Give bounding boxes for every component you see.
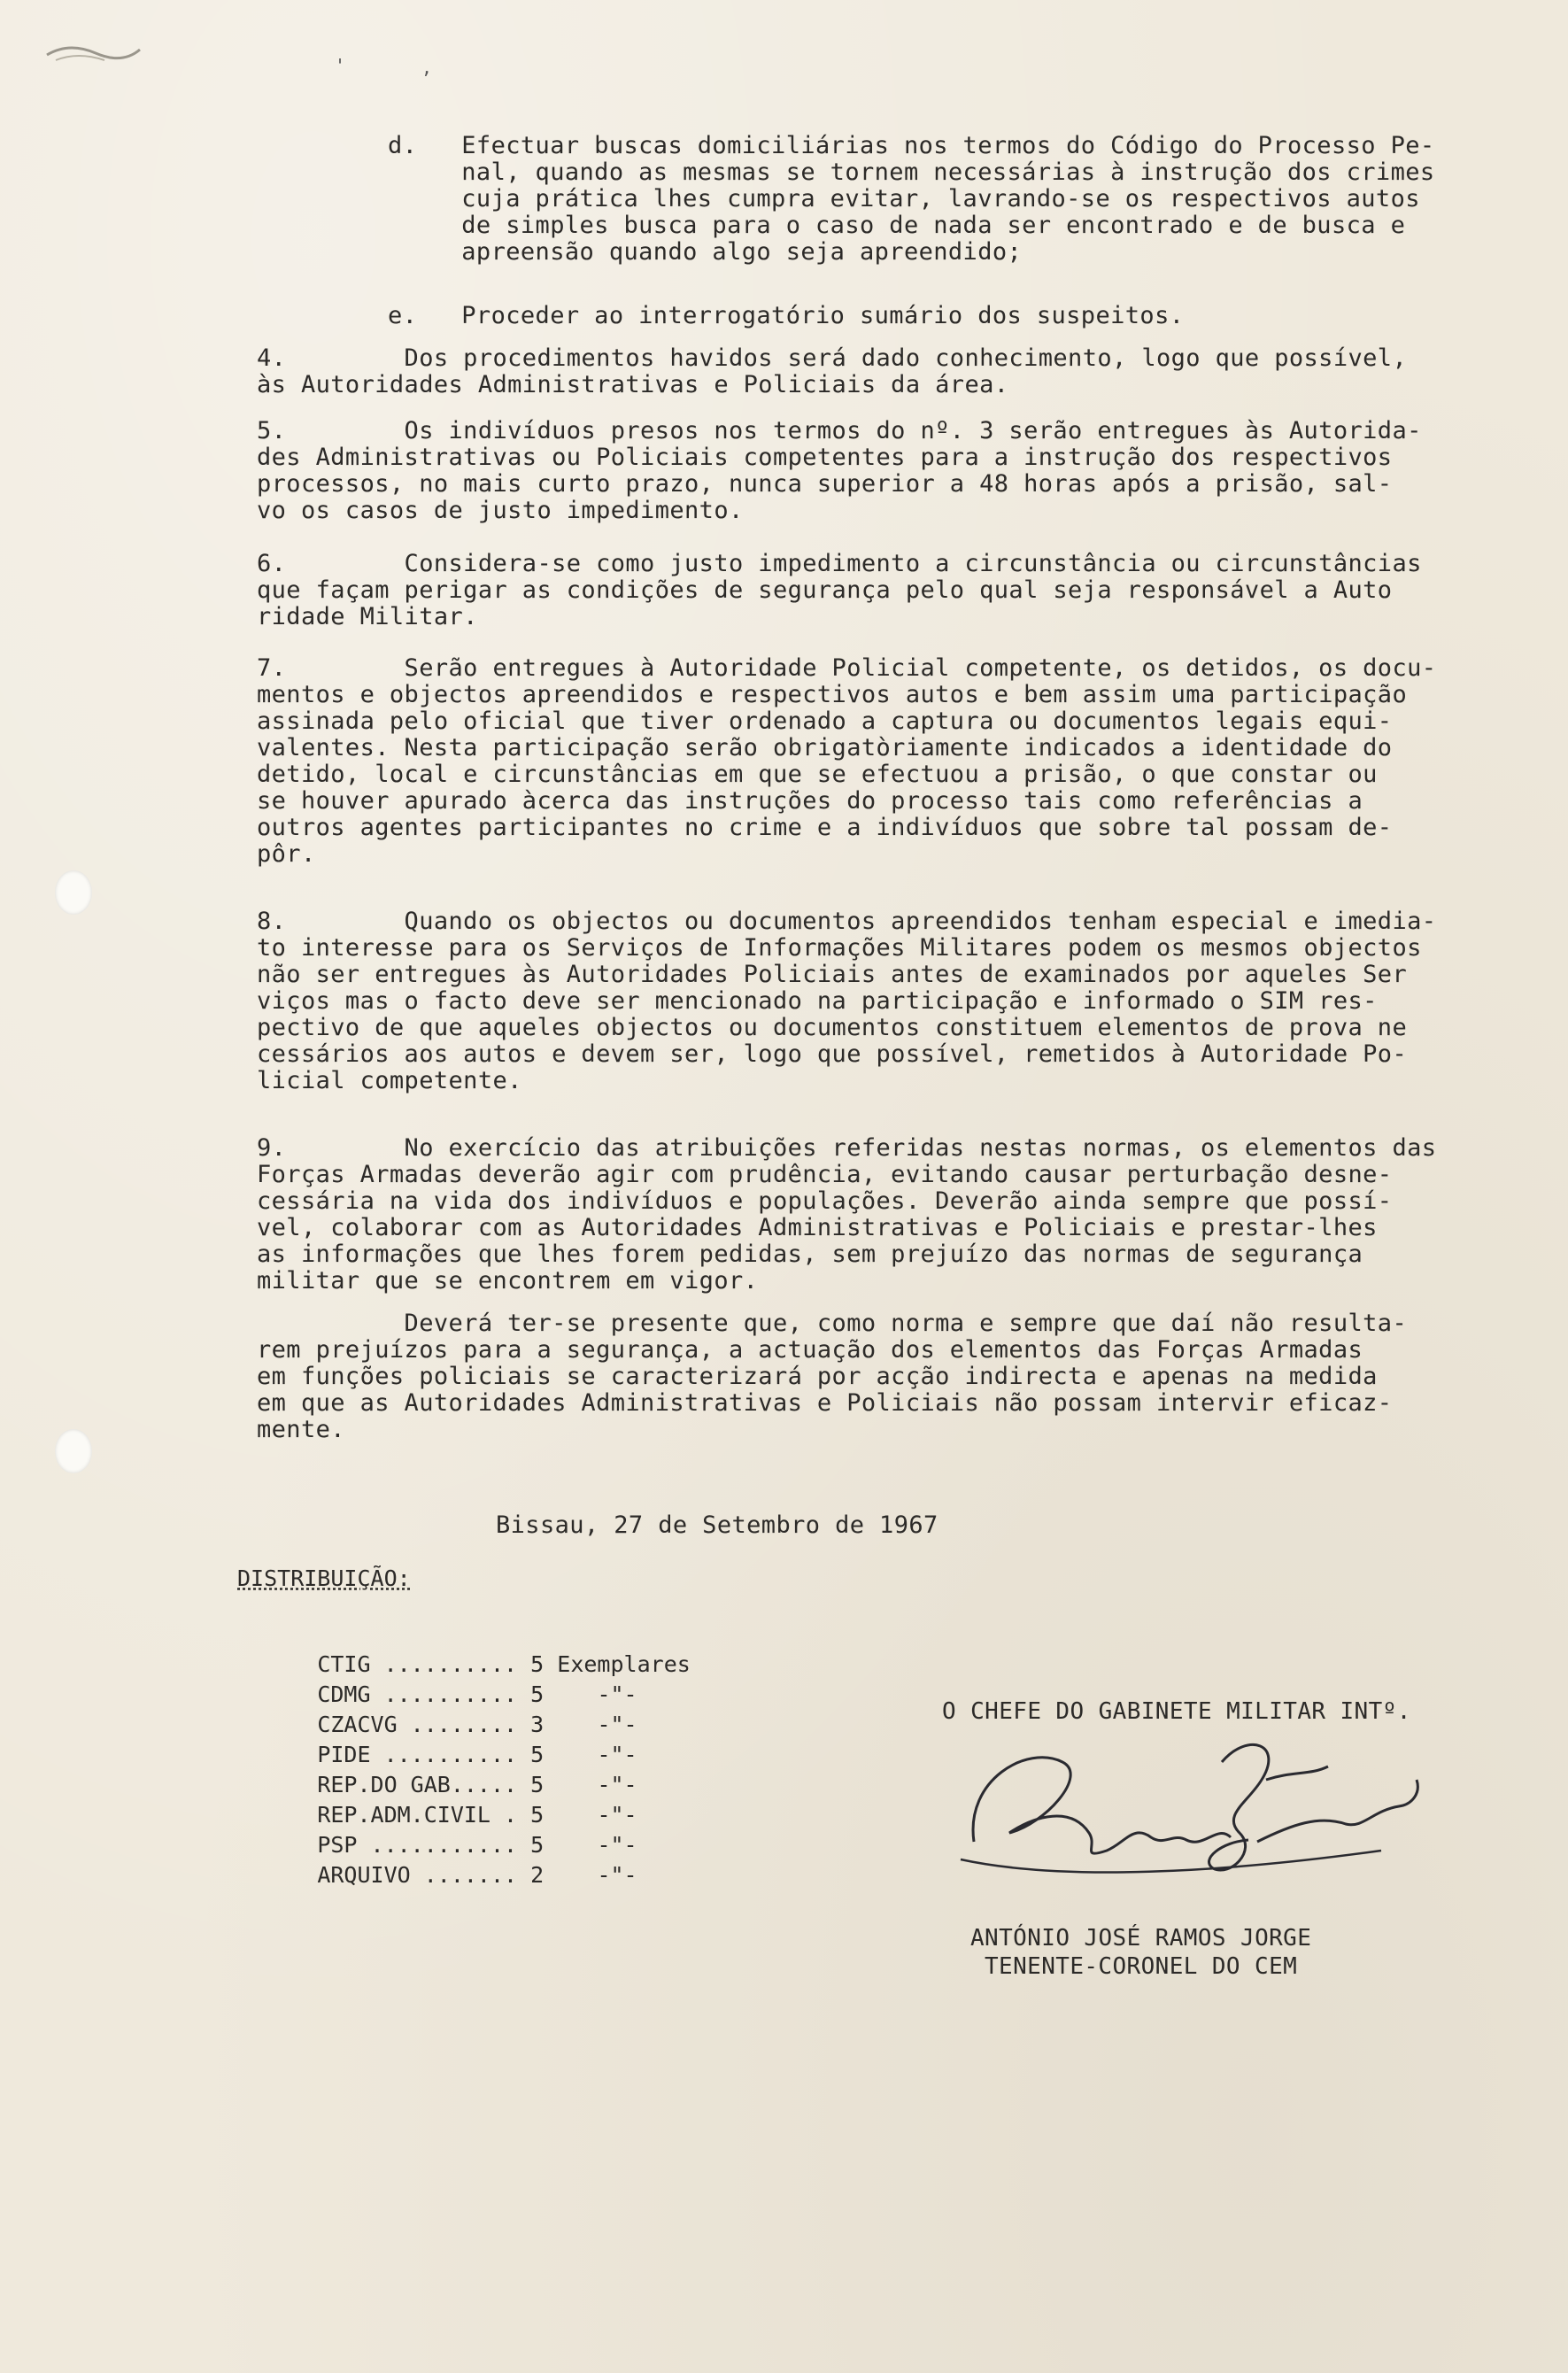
text-line: vel, colaborar com as Autoridades Administrativas e Policiais e prestar-lhes [257,1214,1378,1241]
copy-unit: Exemplares [557,1651,691,1677]
text-line: pectivo de que aqueles objectos ou documentos constituem elementos de prova ne [257,1014,1408,1041]
text-line: 8. Quando os objectos ou documentos apreendidos tenham especial e imedia- [257,908,1437,935]
copy-unit: -"- [597,1802,637,1828]
signatory-name: ANTÓNIO JOSÉ RAMOS JORGE [970,1925,1312,1952]
signature-handwriting-text [956,1884,977,1911]
text-line: 4. Dos procedimentos havidos será dado conhecimento, logo que possível, [257,344,1408,372]
text-line: viços mas o facto deve ser mencionado na participação e informado o SIM res- [257,987,1378,1015]
text-line: em que as Autoridades Administrativas e Policiais não possam intervir eficaz- [257,1389,1393,1417]
copy-unit: -"- [597,1772,637,1797]
speck: , [421,57,433,78]
recipient: REP.ADM.CIVIL . [317,1802,518,1828]
signatory-title: O CHEFE DO GABINETE MILITAR INTº. [942,1698,1411,1725]
text-line: licial competente. [257,1067,522,1094]
punch-hole-top [55,870,92,915]
text-line: as informações que lhes forem pedidas, sem prejuízo das normas de segurança [257,1241,1363,1268]
text-line: Forças Armadas deverão agir com prudência, evitando causar perturbação desne- [257,1161,1393,1188]
text-line: cuja prática lhes cumpra evitar, lavrando-se os respectivos autos [388,185,1420,213]
text-line: ridade Militar. [257,603,478,630]
text-line: outros agentes participantes no crime e a indivíduos que sobre tal possam de- [257,814,1393,841]
text-line: mente. [257,1416,345,1443]
text-line: vo os casos de justo impedimento. [257,497,744,524]
text-line: apreensão quando algo seja apreendido; [388,238,1023,266]
text-line: des Administrativas ou Policiais competentes para a instrução dos respectivos [257,444,1393,471]
text-line: nal, quando as mesmas se tornem necessárias à instrução dos crimes [388,158,1435,186]
copy-count: 5 [530,1651,545,1677]
text-line: se houver apurado àcerca das instruções do processo tais como referências a [257,787,1363,815]
text-line: às Autoridades Administrativas e Policiais da área. [257,371,1009,398]
copy-unit: -"- [597,1681,637,1707]
text-line: d. Efectuar buscas domiciliárias nos termos do Código do Processo Pe- [388,132,1435,159]
copy-count: 5 [530,1832,545,1858]
text-line: 7. Serão entregues à Autoridade Policial competente, os detidos, os docu- [257,654,1437,682]
text-line: 9. No exercício das atribuições referidas nestas normas, os elementos das [257,1134,1437,1162]
recipient: REP.DO GAB..... [317,1772,518,1797]
text-line: detido, local e circunstâncias em que se efectuou a prisão, o que constar ou [257,761,1378,788]
text-line: mentos e objectos apreendidos e respectivos autos e bem assim uma participação [257,681,1408,708]
text-line: 5. Os indivíduos presos nos termos do nº. 3 serão entregues às Autorida- [257,417,1422,444]
copy-count: 5 [530,1681,545,1707]
handwritten-signature [956,1727,1434,1895]
copy-count: 3 [530,1712,545,1737]
text-line: de simples busca para o caso de nada ser encontrado e de busca e [388,212,1406,239]
signatory-rank: TENENTE-CORONEL DO CEM [985,1953,1298,1980]
copy-count: 2 [530,1862,545,1888]
item-e: e. Proceder ao interrogatório sumário dos suspeitos. [388,302,1185,329]
text-line: em funções policiais se caracterizará por acção indirecta e apenas na medida [257,1363,1378,1390]
date-line: Bissau, 27 de Setembro de 1967 [496,1511,938,1539]
text-line: to interesse para os Serviços de Informações Militares podem os mesmos objectos [257,934,1422,962]
text-line: 6. Considera-se como justo impedimento a circunstância ou circunstâncias [257,550,1422,577]
text-line: não ser entregues às Autoridades Policiais antes de examinados por aqueles Ser [257,961,1408,988]
torn-corner-mark [42,37,149,67]
speck: ' [335,55,346,76]
copy-count: 5 [530,1802,545,1828]
text-line: rem prejuízos para a segurança, a actuação dos elementos das Forças Armadas [257,1336,1363,1364]
copy-unit: -"- [597,1742,637,1767]
copy-unit: -"- [597,1862,637,1888]
punch-hole-bottom [55,1429,92,1473]
text-line: assinada pelo oficial que tiver ordenado a captura ou documentos legais equi- [257,707,1393,735]
text-line: cessária na vida dos indivíduos e populações. Deverão ainda sempre que possí- [257,1187,1393,1215]
distribution-heading: DISTRIBUIÇÃO: [237,1565,411,1591]
text-line: pôr. [257,840,316,868]
recipient: PSP ........... [317,1832,518,1858]
text-line: cessários aos autos e devem ser, logo que possível, remetidos à Autoridade Po- [257,1040,1408,1068]
recipient: PIDE .......... [317,1742,518,1767]
text-line: valentes. Nesta participação serão obrigatòriamente indicados a identidade do [257,734,1393,761]
text-line: que façam perigar as condições de segurança pelo qual seja responsável a Auto [257,576,1393,604]
copy-count: 5 [530,1772,545,1797]
recipient: ARQUIVO ....... [317,1862,518,1888]
recipient: CZACVG ........ [317,1712,518,1737]
text-line: militar que se encontrem em vigor. [257,1267,759,1295]
recipient: CTIG .......... [317,1651,518,1677]
recipient: CDMG .......... [317,1681,518,1707]
text-line: Deverá ter-se presente que, como norma e sempre que daí não resulta- [257,1310,1408,1337]
distribution-row [237,1836,637,1913]
copy-unit: -"- [597,1712,637,1737]
copy-count: 5 [530,1742,545,1767]
copy-unit: -"- [597,1832,637,1858]
text-line: processos, no mais curto prazo, nunca superior a 48 horas após a prisão, sal- [257,470,1393,498]
